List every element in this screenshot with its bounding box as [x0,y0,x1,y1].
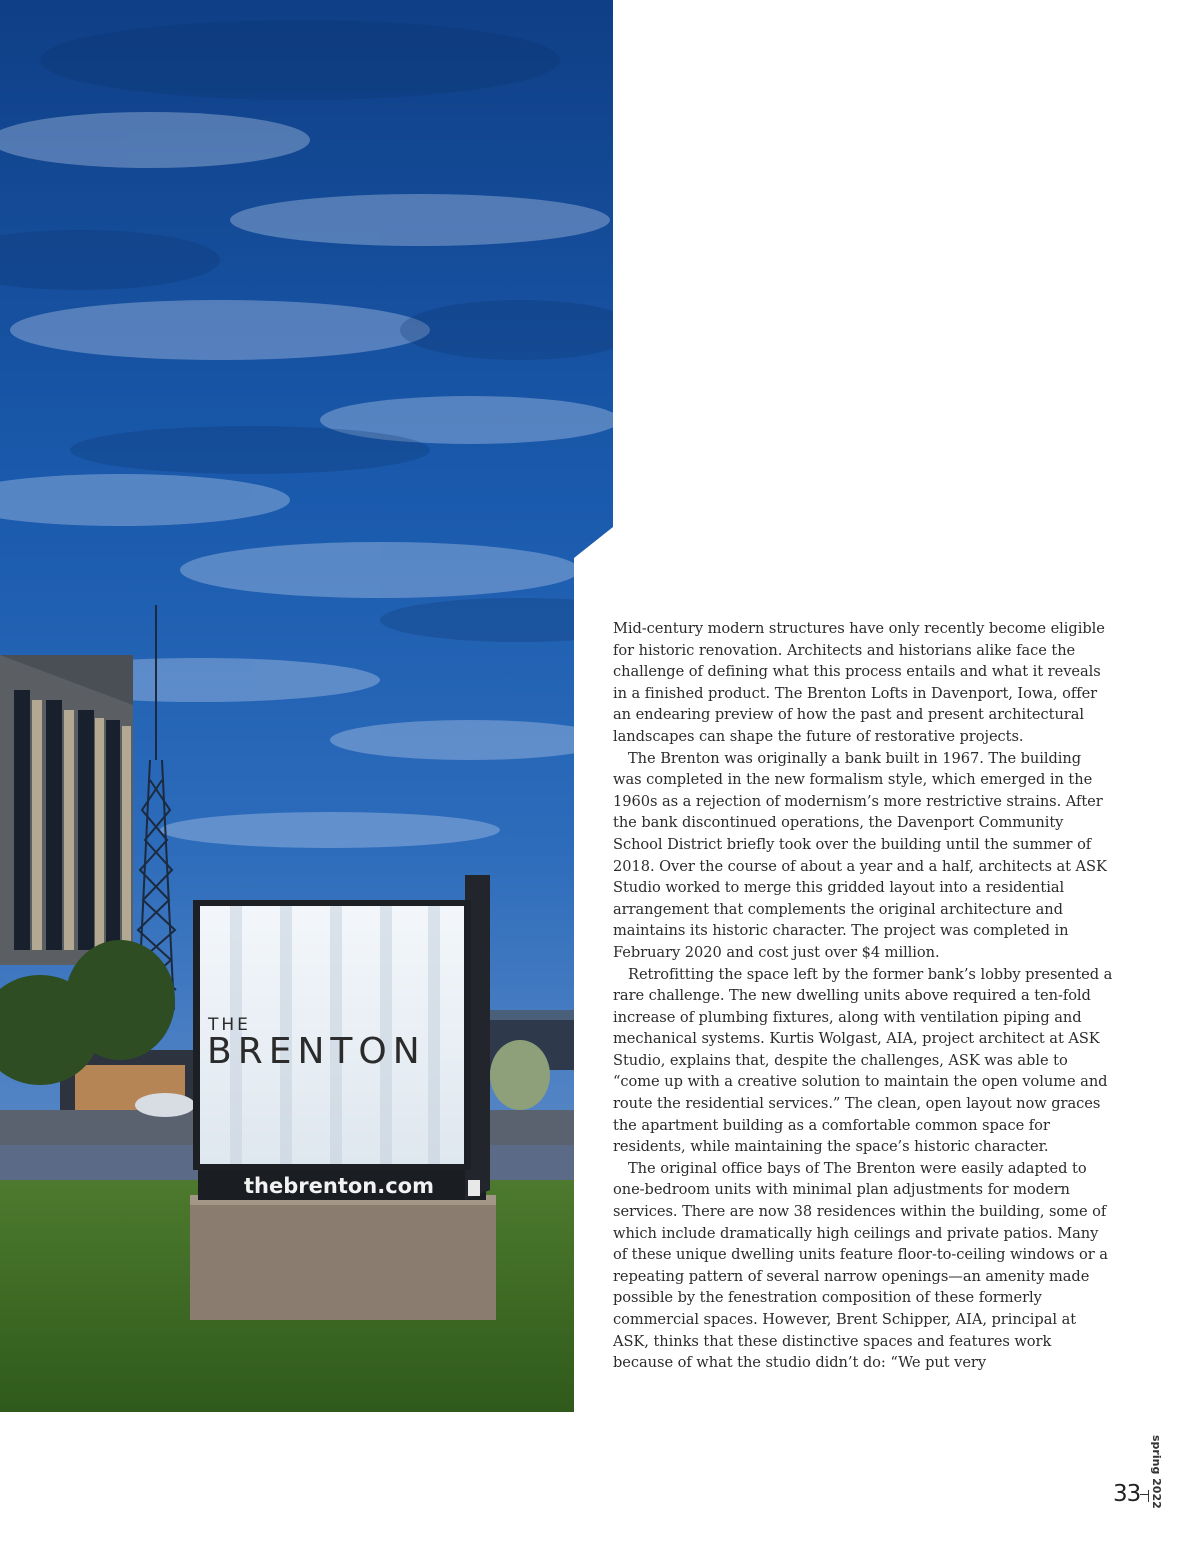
page-number-tick [1140,1494,1148,1495]
article-paragraph-3: Retrofitting the space left by the former bank’s lobby presented a rare challenge. The new dwelling units above required a ten-fold increase of plumbing fixtures, along with ventilation piping and mechanical systems. Kurtis Wolgast, AIA, project architect at ASK Studio, explains that, despite the challenges, ASK was able to “come up with a creative solution to maintain the open volume and route the residential services.” The clean, open layout now graces the apartment building as a comfortable common space for residents, while maintaining the space’s historic character. [613,965,1113,1156]
issue-label: spring 2022 [1150,1435,1163,1509]
article-paragraph-2: The Brenton was originally a bank built in 1967. The building was completed in the new formalism style, which emerged in the 1960s as a rejection of modernism’s more restrictive strains. After the bank discontinued operations, the Davenport Community School District briefly took over the building until the summer of 2018. Over the course of about a year and a half, architects at ASK Studio worked to merge this gridded layout into a residential arrangement that complements the original architecture and maintains its historic character. The project was completed in February 2020 and cost just over $4 million. [613,749,1107,961]
sign-url: thebrenton.com [244,1174,434,1198]
article-paragraph-1: Mid-century modern structures have only recently become eligible for historic renovation. Architects and historians alike face the challenge of defining what this process entails and what it reveals in a finished product. The Brenton Lofts in Davenport, Iowa, offer an endearing preview of how the past and present architectural landscapes can shape the future of restorative projects. [613,620,1105,745]
article-body [613,618,1113,1374]
sign-brand-name: BRENTON [207,1031,426,1072]
article-paragraph-4: The original office bays of The Brenton were easily adapted to one-bedroom units with minimal plan adjustments for modern services. There are now 38 residences within the building, some of which include dramatically high ceilings and private patios. Many of these unique dwelling units feature floor-to-ceiling windows or a repeating pattern of several narrow openings—an amenity made possible by the fenestration composition of these formerly commercial spaces. However, Brent Schipper, AIA, principal at ASK, thinks that these distinctive spaces and features work because of what the studio didn’t do: “We put very [613,1159,1108,1372]
sign-brand-top: THE [208,1015,251,1035]
page-number: 33 [1113,1481,1141,1507]
